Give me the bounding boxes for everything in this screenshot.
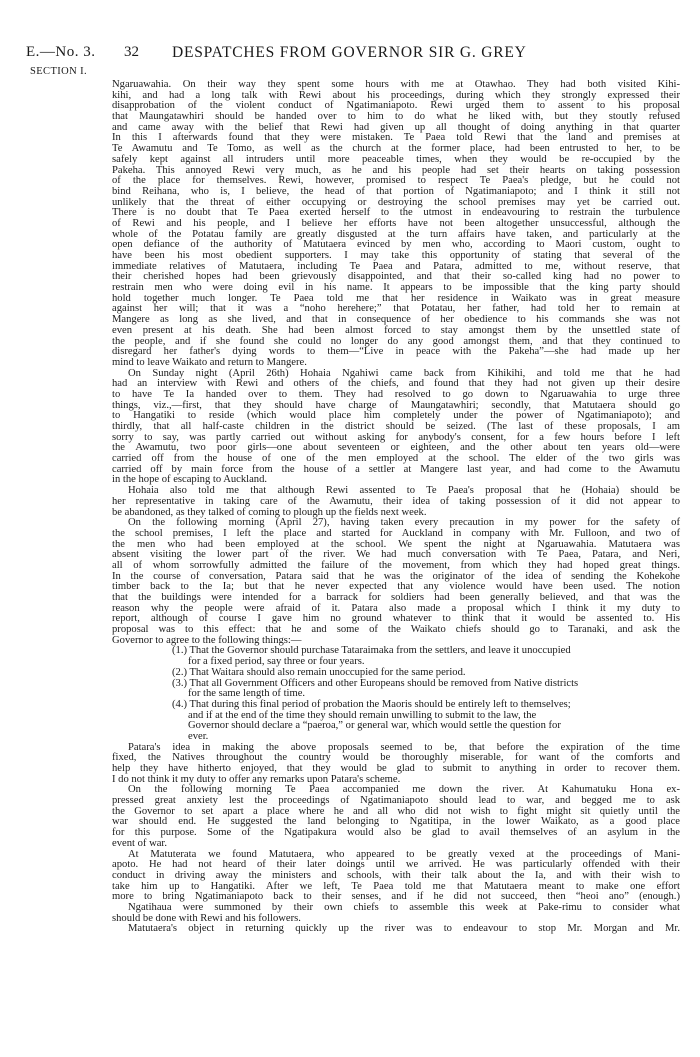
page-number: 32 (124, 44, 139, 60)
text-line: sorry to say, was partly carried out without asking for anybody's consent, for a few hours before I left (112, 431, 680, 443)
section-label: SECTION I. (30, 66, 88, 77)
text-line: absent visiting the lower part of the river. We had much conversation with Te Paea, Patara, and Neri, (112, 549, 680, 561)
running-header (0, 44, 700, 64)
text-line: for this purpose. Some of the Ngatipakura would also be glad to avail themselves of an asylum in the (112, 827, 680, 839)
text-line: (2.) That Waitara should also remain unoccupied for the same period. (172, 666, 466, 678)
text-line: hold together much longer. Te Paea told me that her residence in Waikato was in great measure (112, 292, 680, 304)
text-line: I do not think it my duty to offer any remarks upon Patara's scheme. (112, 773, 401, 785)
text-line: pressed great anxiety lest the proceedings of Ngatimaniapoto should lead to war, and begged me to ask (112, 795, 680, 807)
text-line: proposal was to this effect: that he and some of the Waikato chiefs should go to Taranaki, and ask the (112, 624, 680, 636)
text-line: of the place for themselves. Rewi, however, promised to respect Te Paea's pledge, but he could not (112, 175, 680, 187)
text-line: against her will; that it was a “noho herehere;” that Potatau, her father, had told her to remain at (112, 303, 680, 315)
text-line: the school premises, I left the place and started for Auckland in company with Mr. Fulloon, and two of (112, 527, 680, 539)
text-line: whole of the Potatau family are greatly disgusted at the turn affairs have taken, and particularly at the (112, 228, 680, 240)
text-line: reason why the people were afraid of it. Patara also made a proposal which I think it my duty to (112, 602, 680, 614)
text-line: of Rewi and his people, and I believe her efforts have not been altogether unsuccessful, although the (112, 217, 680, 229)
text-line: Governor to agree to the following things:— (112, 634, 302, 646)
text-line: On the following morning (April 27), having taken every precaution in my power for the safety of (128, 517, 680, 529)
text-line: report, although of course I gave him no ground whatever to think that it would be assented to. His (112, 613, 680, 625)
text-line: help they have hitherto enjoyed, that they would be glad to submit to anything in order to recover them. (112, 763, 680, 774)
text-line: have been his most obedient supporters. I may take this opportunity of stating that several of the (112, 250, 680, 261)
text-line: mind to leave Waikato and return to Mangere. (112, 356, 307, 368)
text-line: disapprobation of the violent conduct of Ngatimaniapoto. Rewi urged them to assent to his proposal (112, 100, 680, 112)
body-text (112, 80, 680, 935)
text-line: fixed, the Natives throughout the country would be thoroughly miserable, for want of the comforts and (112, 752, 680, 764)
text-line: (3.) That all Government Officers and other Europeans should be removed from Native districts (172, 677, 579, 689)
text-line: their cherished hopes had been grievously disappointed, and that their so-called king had no power to (112, 271, 680, 283)
text-line: had an interview with Rewi and others of the chiefs, and found that they had not given up their desire (112, 378, 680, 390)
text-line: Matutaera's object in returning quickly up the river was to endeavour to stop Mr. Morgan and Mr. (128, 923, 680, 935)
text-line: the Governor to set apart a place where he and all who did not wish to fight might sit quietly until the (112, 805, 680, 817)
text-line: for a fixed period, say three or four years. (188, 656, 365, 668)
text-line: and came away with the belief that Rewi had given up all thought of doing anything in that quarter (112, 121, 680, 133)
text-line: war should end. He suggested the land belonging to Ngatitipa, in the lower Waikato, as a good place (112, 816, 680, 828)
text-line: thirdly, that all half-caste children in the district should be seized. (The last of these proposals, I am (112, 421, 680, 432)
text-line: Ngatihaua were summoned by their own chiefs to assemble this week at Pake-rimu to consider what (128, 901, 680, 913)
text-line: timber back to the Ia; but that he never expected that any violence would have been used. The notion (112, 581, 680, 593)
text-line: On Sunday night (April 26th) Hohaia Ngahiwi came back from Kihikihi, and told me that he had (128, 367, 680, 379)
text-line: apoto. He had not heard of their later doings until we arrived. He was particularly offended with their (112, 859, 680, 871)
text-line: immediate relatives of Matutaera, including Te Paea and Patara, admitted to me, without reserve, that (112, 260, 680, 272)
text-line: carried off by main force from the house of a settler at Mangere last year, and had come to the Awamutu (112, 463, 680, 475)
series-reference: E.—No. 3. (26, 44, 96, 60)
text-line: for the same length of time. (188, 688, 306, 700)
text-line: event of war. (112, 837, 168, 849)
text-line: the people, and if she found she could no longer do any good amongst them, and that they continued to (112, 335, 680, 347)
text-line: should be done with Rewi and his followers. (112, 912, 301, 924)
text-line: and if at the end of the time they should remain unwilling to submit to the law, the (188, 709, 537, 721)
text-line: (1.) That the Governor should purchase Tataraimaka from the settlers, and leave it unoccupied (172, 645, 571, 657)
text-line: Governor should declare a “paeroa,” or general war, which would settle the question for (188, 720, 561, 732)
text-line: carried off from the house of one of the men employed at the school. The elder of the two girls was (112, 453, 680, 465)
text-line: Pakeha. This annoyed Rewi very much, as he and his people had set their hearts on taking possession (112, 164, 680, 176)
text-line: more to bring Ngatimaniapoto back to their senses, and if he did not succeed, then “heoi ano” (enough.) (112, 891, 680, 903)
text-line: even present at his death. She had been almost forced to stay amongst them by the unsettled state of (112, 324, 680, 336)
text-line: Hohaia also told me that although Rewi assented to Te Paea's proposal that he (Hohaia) should be (128, 485, 680, 497)
text-line: to have Te Ia handed over to them. They had resolved to go down to Ngaruawahia to urge three (112, 388, 680, 400)
text-line: At Matuterata we found Matutaera, who appeared to be greatly vexed at the proceedings of Mani- (128, 848, 680, 860)
text-line: open defiance of the authority of Matutaera evinced by men who, according to Maori custom, ought to (112, 239, 680, 251)
text-line: Mangere as long as she lived, and that in consequence of her obedience to his commands she was not (112, 314, 680, 326)
text-line: her representative in taking care of the Awamutu, their idea of taking possession of it did not appear to (112, 495, 680, 507)
text-line: things, viz.,—first, that they should have charge of Maungatawhiri; secondly, that Matutaera should go (112, 399, 680, 411)
text-line: the Awamutu, two poor girls—one about seventeen or eighteen, and the other about ten years old—were (112, 442, 680, 454)
text-line: On the following morning Te Paea accompanied me down the river. At Kahumatuku Hona ex- (128, 784, 680, 796)
text-line: restrain men who were doing evil in his name. It appears to be impossible that the king party should (112, 282, 680, 294)
text-line: kihi, and had a long talk with Rewi about his proceedings, during which they strongly expressed their (112, 89, 680, 101)
text-line: In the course of conversation, Patara said that he was the originator of the idea of sending the Kohekohe (112, 570, 680, 582)
text-line: take him up to Hangatiki. After we left, Te Paea told me that Matutaera meant to make one effort (112, 880, 680, 892)
page-title: DESPATCHES FROM GOVERNOR SIR G. GREY (172, 44, 527, 61)
text-line: conduct in driving away the ministers and schools, with their talk about the Ia, and with their wish to (112, 869, 680, 881)
text-line: Ngaruawahia. On their way they spent some hours with me at Otawhao. They had both visited Kihi- (112, 79, 680, 90)
text-line: in the hope of escaping to Auckland. (112, 474, 268, 486)
text-line: that the buildings were intended for a barrack for soldiers had been generally believed, and that was the (112, 592, 680, 603)
text-line: be abandoned, as they talked of coming to plough up the fields next week. (112, 506, 427, 518)
text-line: that Maungatawhiri should be handed over to him to do what he liked with, but they stoutly refused (112, 111, 680, 123)
text-line: Te Awamutu and Te Tomo, as well as the church at the former place, had been entrusted to her, to be (112, 143, 680, 155)
text-line: bind Reihana, who is, I believe, the head of that portion of Ngatimaniapoto; and I think it still not (112, 185, 680, 197)
text-line: all of whom sorrowfully admitted the failure of the movement, from which they had hoped great things. (112, 559, 680, 571)
text-line: In this I afterwards found that they were mistaken. Te Paea told Rewi that the land and premises at (112, 132, 680, 144)
text-line: the men who had been employed at the school. We spent the night at Ngaruawahia. Matutaera was (112, 538, 680, 550)
text-line: Patara's idea in making the above proposals seemed to be, that before the expiration of the time (128, 741, 680, 753)
text-line: unlikely that the threat of either occupying or destroying the school premises may yet be carried out. (112, 196, 680, 208)
text-line: disregard her father's dying words to them—“Live in peace with the Pakeha”—she had made up her (112, 346, 680, 358)
text-line: There is no doubt that Te Paea exerted herself to the utmost in endeavouring to restrain the turbulence (112, 207, 680, 219)
text-line: safely kept against all intruders until more peaceable times, when they would be re-occupied by the (112, 153, 680, 165)
text-line: to Hangatiki to reside (which would place him completely under the power of Ngatimaniapoto); and (112, 410, 680, 422)
text-line: ever. (188, 730, 209, 742)
text-line: (4.) That during this final period of probation the Maoris should be entirely left to themselves; (172, 698, 571, 710)
